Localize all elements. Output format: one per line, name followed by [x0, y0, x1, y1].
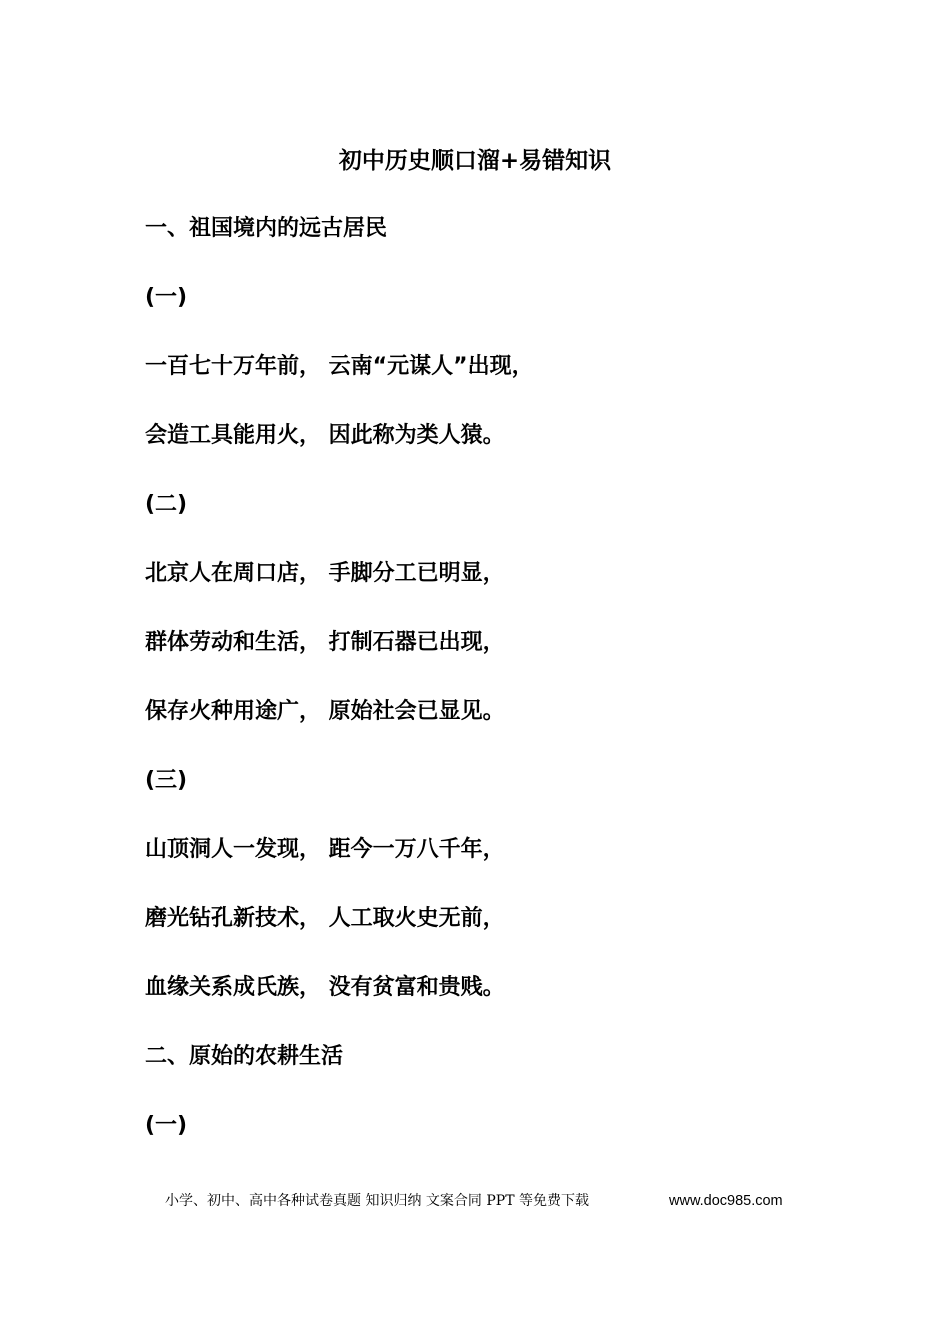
footer-text: 小学、初中、高中各种试卷真题 知识归纳 文案合同 PPT 等免费下载 — [165, 1193, 589, 1209]
verse-line: 血缘关系成氏族， 没有贫富和贵贱。 — [145, 975, 505, 1000]
verse-line: 磨光钻孔新技术， 人工取火史无前， — [145, 906, 505, 931]
verse-line: 山顶洞人一发现， 距今一万八千年， — [145, 837, 505, 862]
section-heading: 二、原始的农耕生活 — [145, 1044, 344, 1069]
verse-line: 群体劳动和生活， 打制石器已出现， — [145, 630, 505, 655]
section-heading: 一、祖国境内的远古居民 — [145, 216, 388, 241]
footer-site-link[interactable]: www.doc985.com — [669, 1193, 783, 1209]
subsection-marker: (一) — [145, 1113, 188, 1138]
subsection-marker: (三) — [145, 768, 188, 793]
page-title: 初中历史顺口溜+易错知识 — [338, 148, 612, 174]
subsection-marker: (一) — [145, 285, 188, 310]
verse-line: 会造工具能用火， 因此称为类人猿。 — [145, 423, 505, 448]
subsection-marker: (二) — [145, 492, 188, 517]
verse-line: 一百七十万年前， 云南“元谋人”出现， — [145, 354, 534, 379]
verse-line: 保存火种用途广， 原始社会已显见。 — [145, 699, 505, 724]
verse-line: 北京人在周口店， 手脚分工已明显， — [145, 561, 505, 586]
